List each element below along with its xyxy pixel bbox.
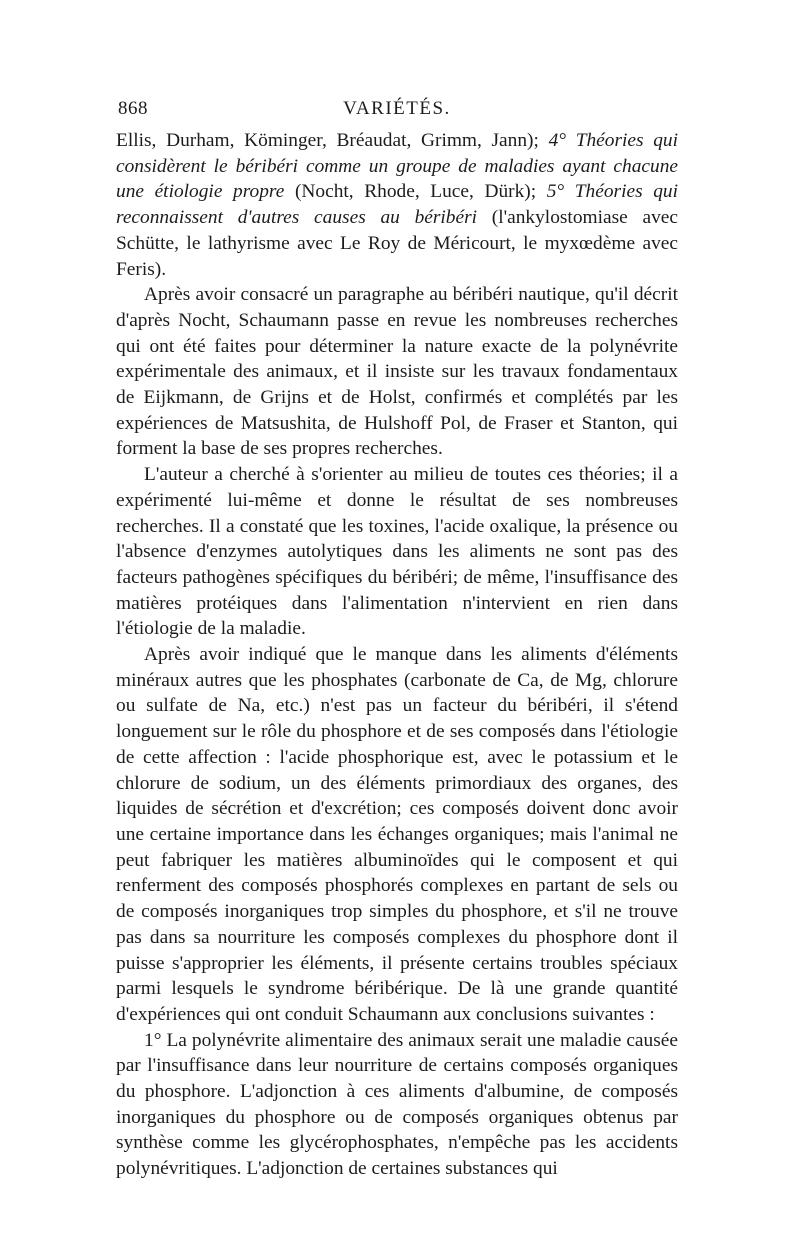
paragraph	[116, 282, 678, 462]
text-segment-italic: 5° Théories qui reconnaissent d'autres causes au béribéri	[116, 181, 678, 229]
page-number: 868	[118, 98, 148, 119]
running-title: VARIÉTÉS.	[343, 98, 451, 119]
text-segment: (Nocht, Rhode, Luce, Dürk);	[284, 181, 547, 203]
text-segment-italic: 4° Théories qui considèrent le béribéri comme un groupe de maladies ayant chacune une étiologie propre	[116, 130, 679, 203]
paragraph	[116, 462, 678, 642]
page-header	[116, 98, 678, 128]
document-page	[116, 98, 678, 1182]
text-segment: Après avoir consacré un paragraphe au béribéri nautique, qu'il décrit d'après Nocht, Schaumann passe en revue les nombreuses recherches qui ont été faites pour déterminer la nature exacte de la polynévrite expérimentale des animaux, et il insiste sur les travaux fondamentaux de Eijkmann, de Grijns et de Holst, confirmés et complétés par les expériences de Matsushita, de Hulshoff Pol, de Fraser et Stanton, qui forment la base de ses propres recherches.	[116, 284, 678, 460]
text-segment: Ellis, Durham, Köminger, Bréaudat, Grimm, Jann);	[116, 130, 549, 151]
text-segment: (l'ankylostomiase avec Schütte, le lathyrisme avec Le Roy de Méricourt, le myxœdème avec Feris).	[116, 207, 678, 280]
paragraph	[116, 642, 678, 1028]
paragraph-continued	[116, 128, 678, 282]
paragraph-numbered	[116, 1028, 678, 1182]
text-segment: Après avoir indiqué que le manque dans les aliments d'éléments minéraux autres que les phosphates (carbonate de Ca, de Mg, chlorure ou sulfate de Na, etc.) n'est pas un facteur du béribéri, il s'étend longuement sur le rôle du phosphore et de ses composés dans l'étiologie de cette affection : l'acide phosphorique est, avec le potassium et le chlorure de sodium, un des éléments primordiaux des organes, des liquides de sécrétion et d'excrétion; ces composés doivent donc avoir une certaine importance dans les échanges organiques; mais l'animal ne peut fabriquer les matières albuminoïdes qui le composent et qui renferment des composés phosphorés complexes en partant de sels ou de composés inorganiques trop simples du phosphore, et s'il ne trouve pas dans sa nourriture les composés complexes du phosphore dont il puisse s'approprier les éléments, il présente certains troubles spéciaux parmi lesquels le syndrome béribérique. De là une grande quantité d'expériences qui ont conduit Schaumann aux conclusions suivantes :	[116, 644, 678, 1025]
text-segment: L'auteur a cherché à s'orienter au milieu de toutes ces théories; il a expérimenté lui-même et donne le résultat de ses nombreuses recherches. Il a constaté que les toxines, l'acide oxalique, la présence ou l'absence d'enzymes autolytiques dans les aliments ne sont pas des facteurs pathogènes spécifiques du béribéri; de même, l'insuffisance des matières protéiques dans l'alimentation n'intervient en rien dans l'étiologie de la maladie.	[116, 464, 678, 640]
body-text	[116, 128, 678, 1182]
text-segment: 1° La polynévrite alimentaire des animaux serait une maladie causée par l'insuffisance dans leur nourriture de certains composés organiques du phosphore. L'adjonction à ces aliments d'albumine, de composés inorganiques du phosphore ou de composés organiques obtenus par synthèse comme les glycérophosphates, n'empêche pas les accidents polynévritiques. L'adjonction de certaines substances qui	[116, 1029, 678, 1180]
